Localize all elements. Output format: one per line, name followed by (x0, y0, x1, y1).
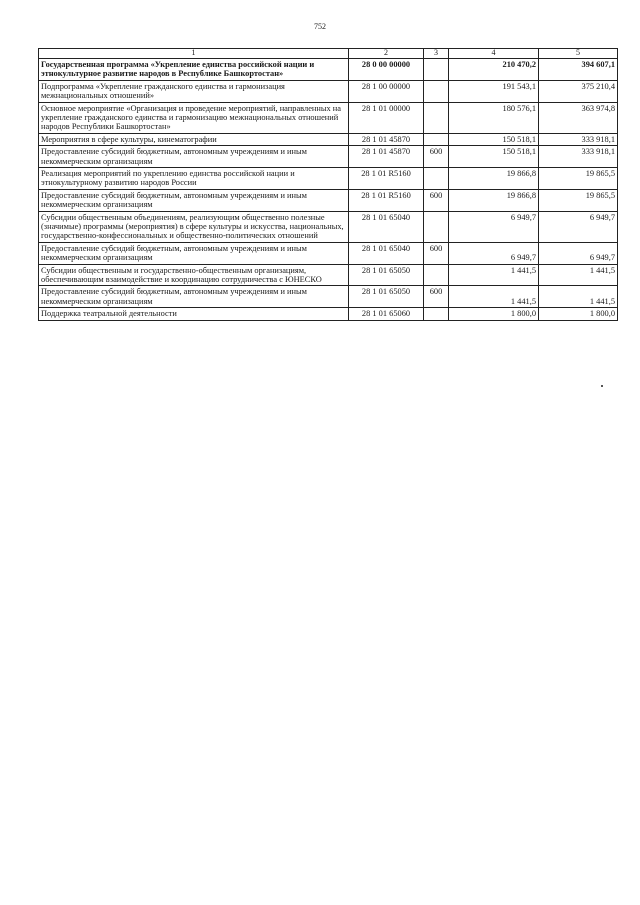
table-row (39, 189, 618, 211)
column-header: 1 (39, 49, 349, 59)
row-code: 28 1 01 65060 (349, 308, 424, 320)
table-row (39, 146, 618, 168)
row-name: Реализация мероприятий по укреплению единства российской нации и этнокультурному развитию народов России (39, 168, 349, 190)
row-code: 28 1 01 45870 (349, 133, 424, 145)
row-value-col5: 333 918,1 (539, 133, 618, 145)
row-value-col4: 1 800,0 (449, 308, 539, 320)
row-name: Поддержка театральной деятельности (39, 308, 349, 320)
row-value-col4: 210 470,2 (449, 58, 539, 80)
table-row (39, 80, 618, 102)
scan-speck (601, 385, 603, 387)
row-name: Предоставление субсидий бюджетным, автономным учреждениям и иным некоммерческим организациям (39, 242, 349, 264)
row-expense-type (424, 168, 449, 190)
row-expense-type: 600 (424, 286, 449, 308)
page-number: 752 (314, 22, 326, 31)
row-expense-type (424, 211, 449, 242)
row-value-col5: 363 974,8 (539, 102, 618, 133)
row-name: Предоставление субсидий бюджетным, автономным учреждениям и иным некоммерческим организациям (39, 146, 349, 168)
row-code: 28 1 01 65050 (349, 286, 424, 308)
row-name: Подпрограмма «Укрепление гражданского единства и гармонизация межнациональных отношений» (39, 80, 349, 102)
row-value-col4: 191 543,1 (449, 80, 539, 102)
row-value-col5: 1 441,5 (539, 264, 618, 286)
row-value-col4: 180 576,1 (449, 102, 539, 133)
row-code: 28 1 01 45870 (349, 146, 424, 168)
row-name: Предоставление субсидий бюджетным, автономным учреждениям и иным некоммерческим организациям (39, 189, 349, 211)
table-row (39, 58, 618, 80)
table-row (39, 102, 618, 133)
row-value-col5: 6 949,7 (539, 211, 618, 242)
row-code: 28 1 01 R5160 (349, 168, 424, 190)
row-expense-type (424, 308, 449, 320)
row-code: 28 1 01 65050 (349, 264, 424, 286)
header-row (39, 49, 618, 59)
row-name: Предоставление субсидий бюджетным, автономным учреждениям и иным некоммерческим организациям (39, 286, 349, 308)
table-row (39, 168, 618, 190)
row-code: 28 1 01 65040 (349, 211, 424, 242)
row-value-col5: 1 441,5 (539, 286, 618, 308)
row-code: 28 1 01 00000 (349, 102, 424, 133)
row-value-col4: 150 518,1 (449, 146, 539, 168)
row-expense-type (424, 58, 449, 80)
table-row (39, 211, 618, 242)
row-expense-type (424, 264, 449, 286)
row-value-col5: 19 865,5 (539, 189, 618, 211)
row-expense-type (424, 133, 449, 145)
column-header: 3 (424, 49, 449, 59)
row-value-col5: 1 800,0 (539, 308, 618, 320)
row-code: 28 0 00 00000 (349, 58, 424, 80)
row-expense-type: 600 (424, 189, 449, 211)
table-row (39, 242, 618, 264)
row-value-col4: 1 441,5 (449, 286, 539, 308)
row-value-col5: 394 607,1 (539, 58, 618, 80)
row-value-col4: 19 866,8 (449, 168, 539, 190)
column-header: 4 (449, 49, 539, 59)
table-row (39, 308, 618, 320)
table-row (39, 286, 618, 308)
table-row (39, 133, 618, 145)
row-expense-type (424, 80, 449, 102)
row-expense-type: 600 (424, 242, 449, 264)
row-value-col5: 375 210,4 (539, 80, 618, 102)
row-value-col5: 6 949,7 (539, 242, 618, 264)
row-name: Мероприятия в сфере культуры, кинематографии (39, 133, 349, 145)
row-value-col5: 333 918,1 (539, 146, 618, 168)
row-code: 28 1 01 65040 (349, 242, 424, 264)
row-name: Основное мероприятие «Организация и проведение мероприятий, направленных на укрепление гражданского единства и гармонизацию межнациональных отношений народов Республики Башкортостан» (39, 102, 349, 133)
row-value-col4: 1 441,5 (449, 264, 539, 286)
row-code: 28 1 00 00000 (349, 80, 424, 102)
budget-table (38, 48, 618, 321)
row-value-col4: 19 866,8 (449, 189, 539, 211)
row-expense-type (424, 102, 449, 133)
row-value-col4: 6 949,7 (449, 242, 539, 264)
row-expense-type: 600 (424, 146, 449, 168)
row-name: Государственная программа «Укрепление единства российской нации и этнокультурное развитие народов в Республике Башкортостан» (39, 58, 349, 80)
column-header: 2 (349, 49, 424, 59)
table-row (39, 264, 618, 286)
row-name: Субсидии общественным объединениям, реализующим общественно полезные (значимые) программы (мероприятия) в сфере культуры и искусства, национальных, государственно-конфессиональных и общественно-политических отношений (39, 211, 349, 242)
column-header: 5 (539, 49, 618, 59)
row-value-col5: 19 865,5 (539, 168, 618, 190)
row-name: Субсидии общественным и государственно-общественным организациям, обеспечивающим взаимодействие и координацию сотрудничества с ЮНЕСКО (39, 264, 349, 286)
row-value-col4: 6 949,7 (449, 211, 539, 242)
row-code: 28 1 01 R5160 (349, 189, 424, 211)
row-value-col4: 150 518,1 (449, 133, 539, 145)
